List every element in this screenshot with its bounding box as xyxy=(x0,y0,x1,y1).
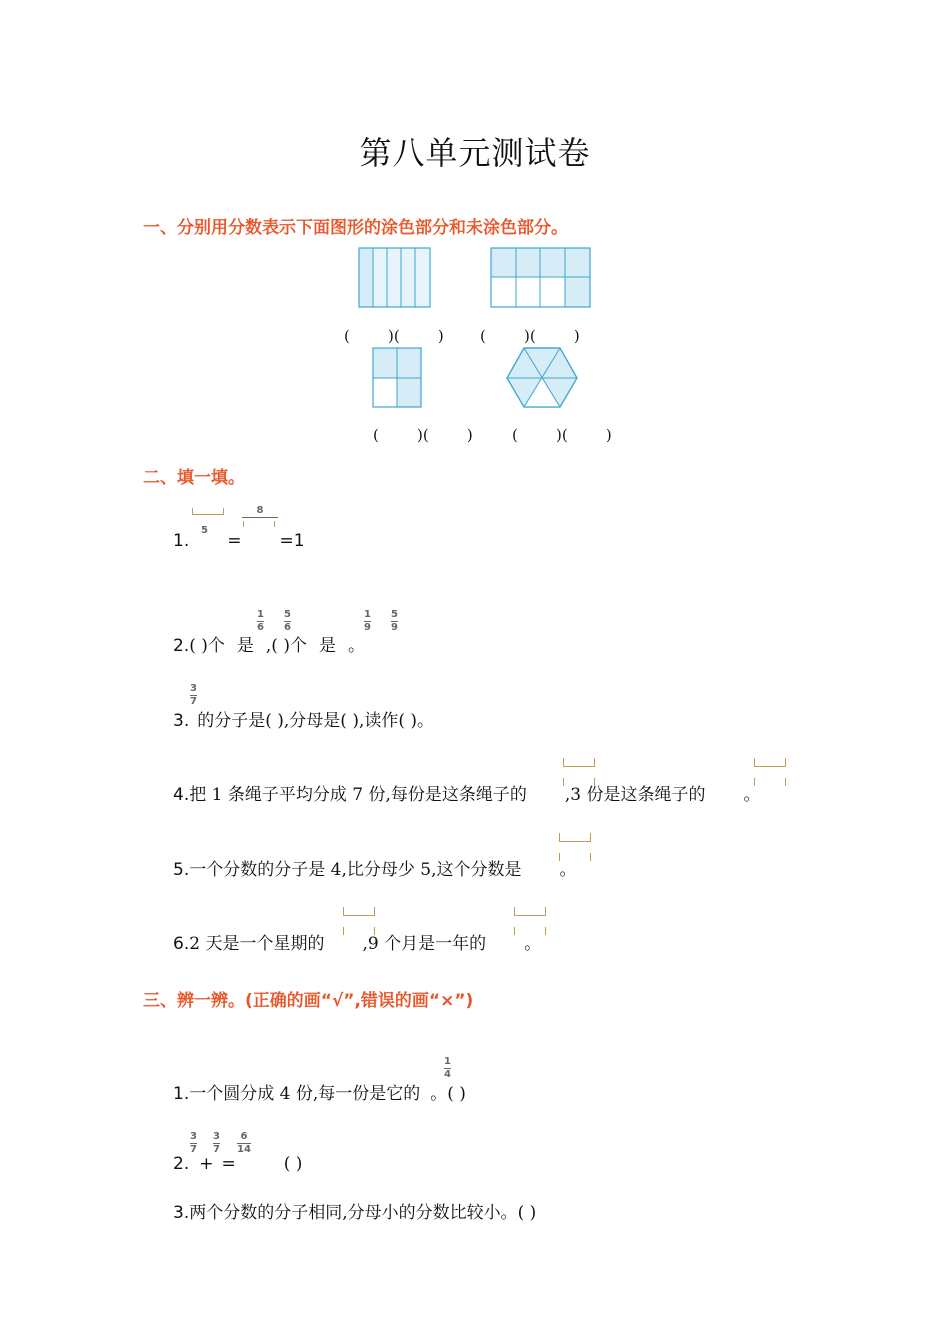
fraction-1-6: 1 6 xyxy=(257,609,264,633)
fill-q1-denominator: 5 xyxy=(201,525,208,536)
figure-rect-grid xyxy=(490,247,592,309)
fill-q6: 6.2 天是一个星期的 ,9 个月是一年的 。 xyxy=(173,934,542,954)
fraction-3-7: 3 7 xyxy=(190,683,197,707)
section-1-heading: 一、分别用分数表示下面图形的涂色部分和未涂色部分。 xyxy=(143,218,568,238)
fill-q4: 4.把 1 条绳子平均分成 7 份,每份是这条绳子的 ,3 份是这条绳子的 。 xyxy=(173,785,761,805)
fraction-3-7-a: 3 7 xyxy=(190,1131,197,1155)
fill-q1-blank-numerator[interactable] xyxy=(189,508,225,522)
fraction-1-9: 1 9 xyxy=(364,609,371,633)
fill-q4-blank-fraction-2[interactable] xyxy=(751,758,787,790)
section-2-heading: 二、填一填。 xyxy=(143,468,245,488)
judge-q1: 1.一个圆分成 4 份,每一份是它的 。( ) xyxy=(173,1084,466,1104)
fill-q4-blank-fraction-1[interactable] xyxy=(560,758,596,790)
fill-q6-blank-fraction-1[interactable] xyxy=(340,907,376,939)
fraction-3-7-b: 3 7 xyxy=(213,1131,220,1155)
fill-q1: 1. = =1 xyxy=(173,531,305,551)
fill-q1-blank-denominator[interactable] xyxy=(240,521,276,535)
fraction-1-4: 1 4 xyxy=(444,1056,451,1080)
answer-blanks-1d[interactable]: ( )( ) xyxy=(512,426,612,444)
page-title: 第八单元测试卷 xyxy=(359,134,591,172)
fraction-6-14: 6 14 xyxy=(237,1131,251,1155)
fill-q3: 3. 的分子是( ),分母是( ),读作( )。 xyxy=(173,711,435,731)
fraction-5-6: 5 6 xyxy=(284,609,291,633)
answer-blanks-1a[interactable]: ( )( ) xyxy=(344,327,444,345)
fill-q1-fraction2: 8 xyxy=(242,506,278,519)
fill-q2: 2.( )个 是 ,( )个 是 。 xyxy=(173,636,365,656)
fill-q5: 5.一个分数的分子是 4,比分母少 5,这个分数是 。 xyxy=(173,860,577,880)
judge-q3: 3.两个分数的分子相同,分母小的分数比较小。( ) xyxy=(173,1203,537,1223)
fill-q6-blank-fraction-2[interactable] xyxy=(511,907,547,939)
answer-blanks-1b[interactable]: ( )( ) xyxy=(480,327,580,345)
figure-square-quarters xyxy=(372,347,424,409)
judge-q2: 2. + = ( ) xyxy=(173,1154,303,1174)
fill-q5-blank-fraction[interactable] xyxy=(556,833,592,865)
answer-blanks-1c[interactable]: ( )( ) xyxy=(373,426,473,444)
figure-rect-strips xyxy=(358,247,432,309)
section-3-heading: 三、辨一辨。(正确的画“√”,错误的画“×”) xyxy=(143,991,474,1011)
fraction-5-9: 5 9 xyxy=(391,609,398,633)
figure-hexagon xyxy=(505,347,579,409)
